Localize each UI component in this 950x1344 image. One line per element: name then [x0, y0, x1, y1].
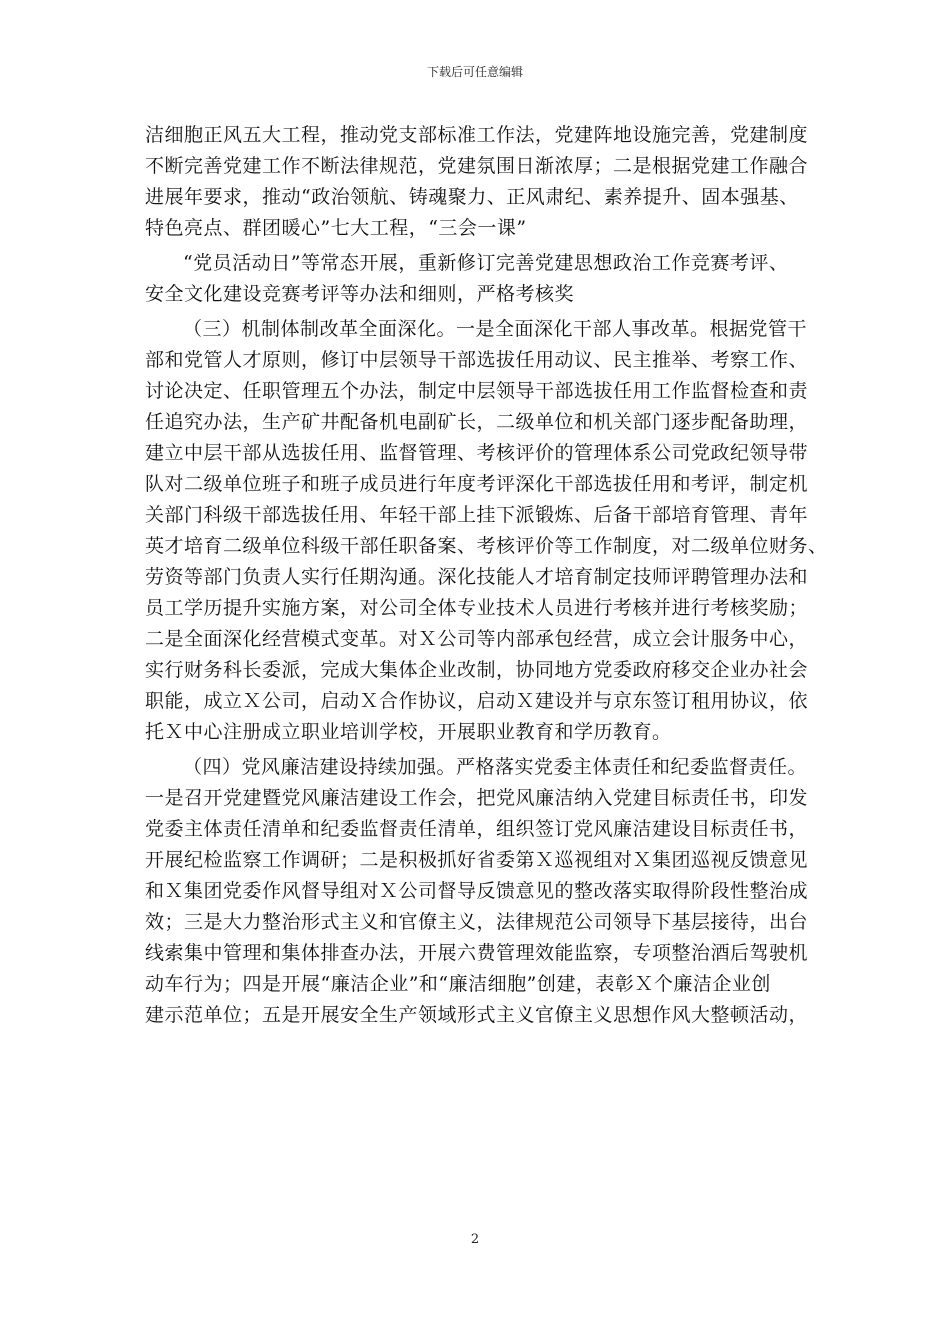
text-line: 动车行为；四是开展“廉洁企业”和“廉洁细胞”创建，表彰Ｘ个廉洁企业创	[145, 973, 771, 995]
text-line: 队对二级单位班子和班子成员进行年度考评深化干部选拔任用和考评，制定机	[145, 473, 809, 495]
text-line: 关部门科级干部选拔任用、年轻干部上挂下派锻炼、后备干部培育管理、青年	[145, 504, 809, 526]
text-line: 效；三是大力整治形式主义和官僚主义，法律规范公司领导下基层接待，出台	[145, 911, 809, 933]
text-line: 党委主体责任清单和纪委监督责任清单，组织签订党风廉洁建设目标责任书，	[145, 818, 809, 840]
text-line: 安全文化建设竞赛考评等办法和细则，严格考核奖	[145, 283, 575, 305]
text-line: 洁细胞正风五大工程，推动党支部标准工作法，党建阵地设施完善，党建制度	[145, 124, 809, 146]
text-line: 特色亮点、群团暖心”七大工程，“三会一课”	[145, 217, 527, 239]
text-line: 进展年要求，推动“政治领航、铸魂聚力、正风肃纪、素养提升、固本强基、	[145, 186, 799, 208]
page-header: 下载后可任意编辑	[426, 65, 523, 79]
text-line: 任追究办法，生产矿井配备机电副矿长，二级单位和机关部门逐步配备助理，	[145, 411, 809, 433]
text-line: 员工学历提升实施方案，对公司全体专业技术人员进行考核并进行考核奖励；	[145, 597, 809, 619]
text-line: 二是全面深化经营模式变革。对Ｘ公司等内部承包经营，成立会计服务中心，	[145, 628, 809, 650]
text-line: 实行财务科长委派，完成大集体企业改制，协同地方党委政府移交企业办社会	[145, 659, 809, 681]
text-line: 不断完善党建工作不断法律规范，党建氛围日渐浓厚；二是根据党建工作融合	[145, 155, 809, 177]
paragraph-first-line: “党员活动日”等常态开展，重新修订完善党建思想政治工作竞赛考评、	[183, 252, 789, 274]
text-line: 建立中层干部从选拔任用、监督管理、考核评价的管理体系公司党政纪领导带	[145, 442, 809, 464]
text-line: 建示范单位；五是开展安全生产领域形式主义官僚主义思想作风大整顿活动，	[145, 1004, 809, 1026]
text-line: 部和党管人才原则，修订中层领导干部选拔任用动议、民主推举、考察工作、	[145, 349, 809, 371]
text-line: 英才培育二级单位科级干部任职备案、考核评价等工作制度，对二级单位财务、	[145, 535, 828, 557]
text-line: 一是召开党建暨党风廉洁建设工作会，把党风廉洁纳入党建目标责任书，印发	[145, 787, 809, 809]
text-line: 托Ｘ中心注册成立职业培训学校，开展职业教育和学历教育。	[145, 721, 672, 743]
page-number: 2	[470, 1232, 480, 1247]
text-line: 线索集中管理和集体排查办法，开展六费管理效能监察，专项整治酒后驾驶机	[145, 942, 809, 964]
text-line: 讨论决定、任职管理五个办法，制定中层领导干部选拔任用工作监督检查和责	[145, 380, 809, 402]
body-text	[145, 120, 828, 1031]
text-line: 和Ｘ集团党委作风督导组对Ｘ公司督导反馈意见的整改落实取得阶段性整治成	[145, 880, 809, 902]
text-line: 开展纪检监察工作调研；二是积极抓好省委第Ｘ巡视组对Ｘ集团巡视反馈意见	[145, 849, 809, 871]
text-line: 职能，成立Ｘ公司，启动Ｘ合作协议，启动Ｘ建设并与京东签订租用协议，依	[145, 690, 809, 712]
paragraph-first-line: （三）机制体制改革全面深化。一是全面深化干部人事改革。根据党管干	[183, 318, 808, 340]
text-line: 劳资等部门负责人实行任期沟通。深化技能人才培育制定技师评聘管理办法和	[145, 566, 809, 588]
paragraph-first-line: （四）党风廉洁建设持续加强。严格落实党委主体责任和纪委监督责任。	[183, 756, 808, 778]
